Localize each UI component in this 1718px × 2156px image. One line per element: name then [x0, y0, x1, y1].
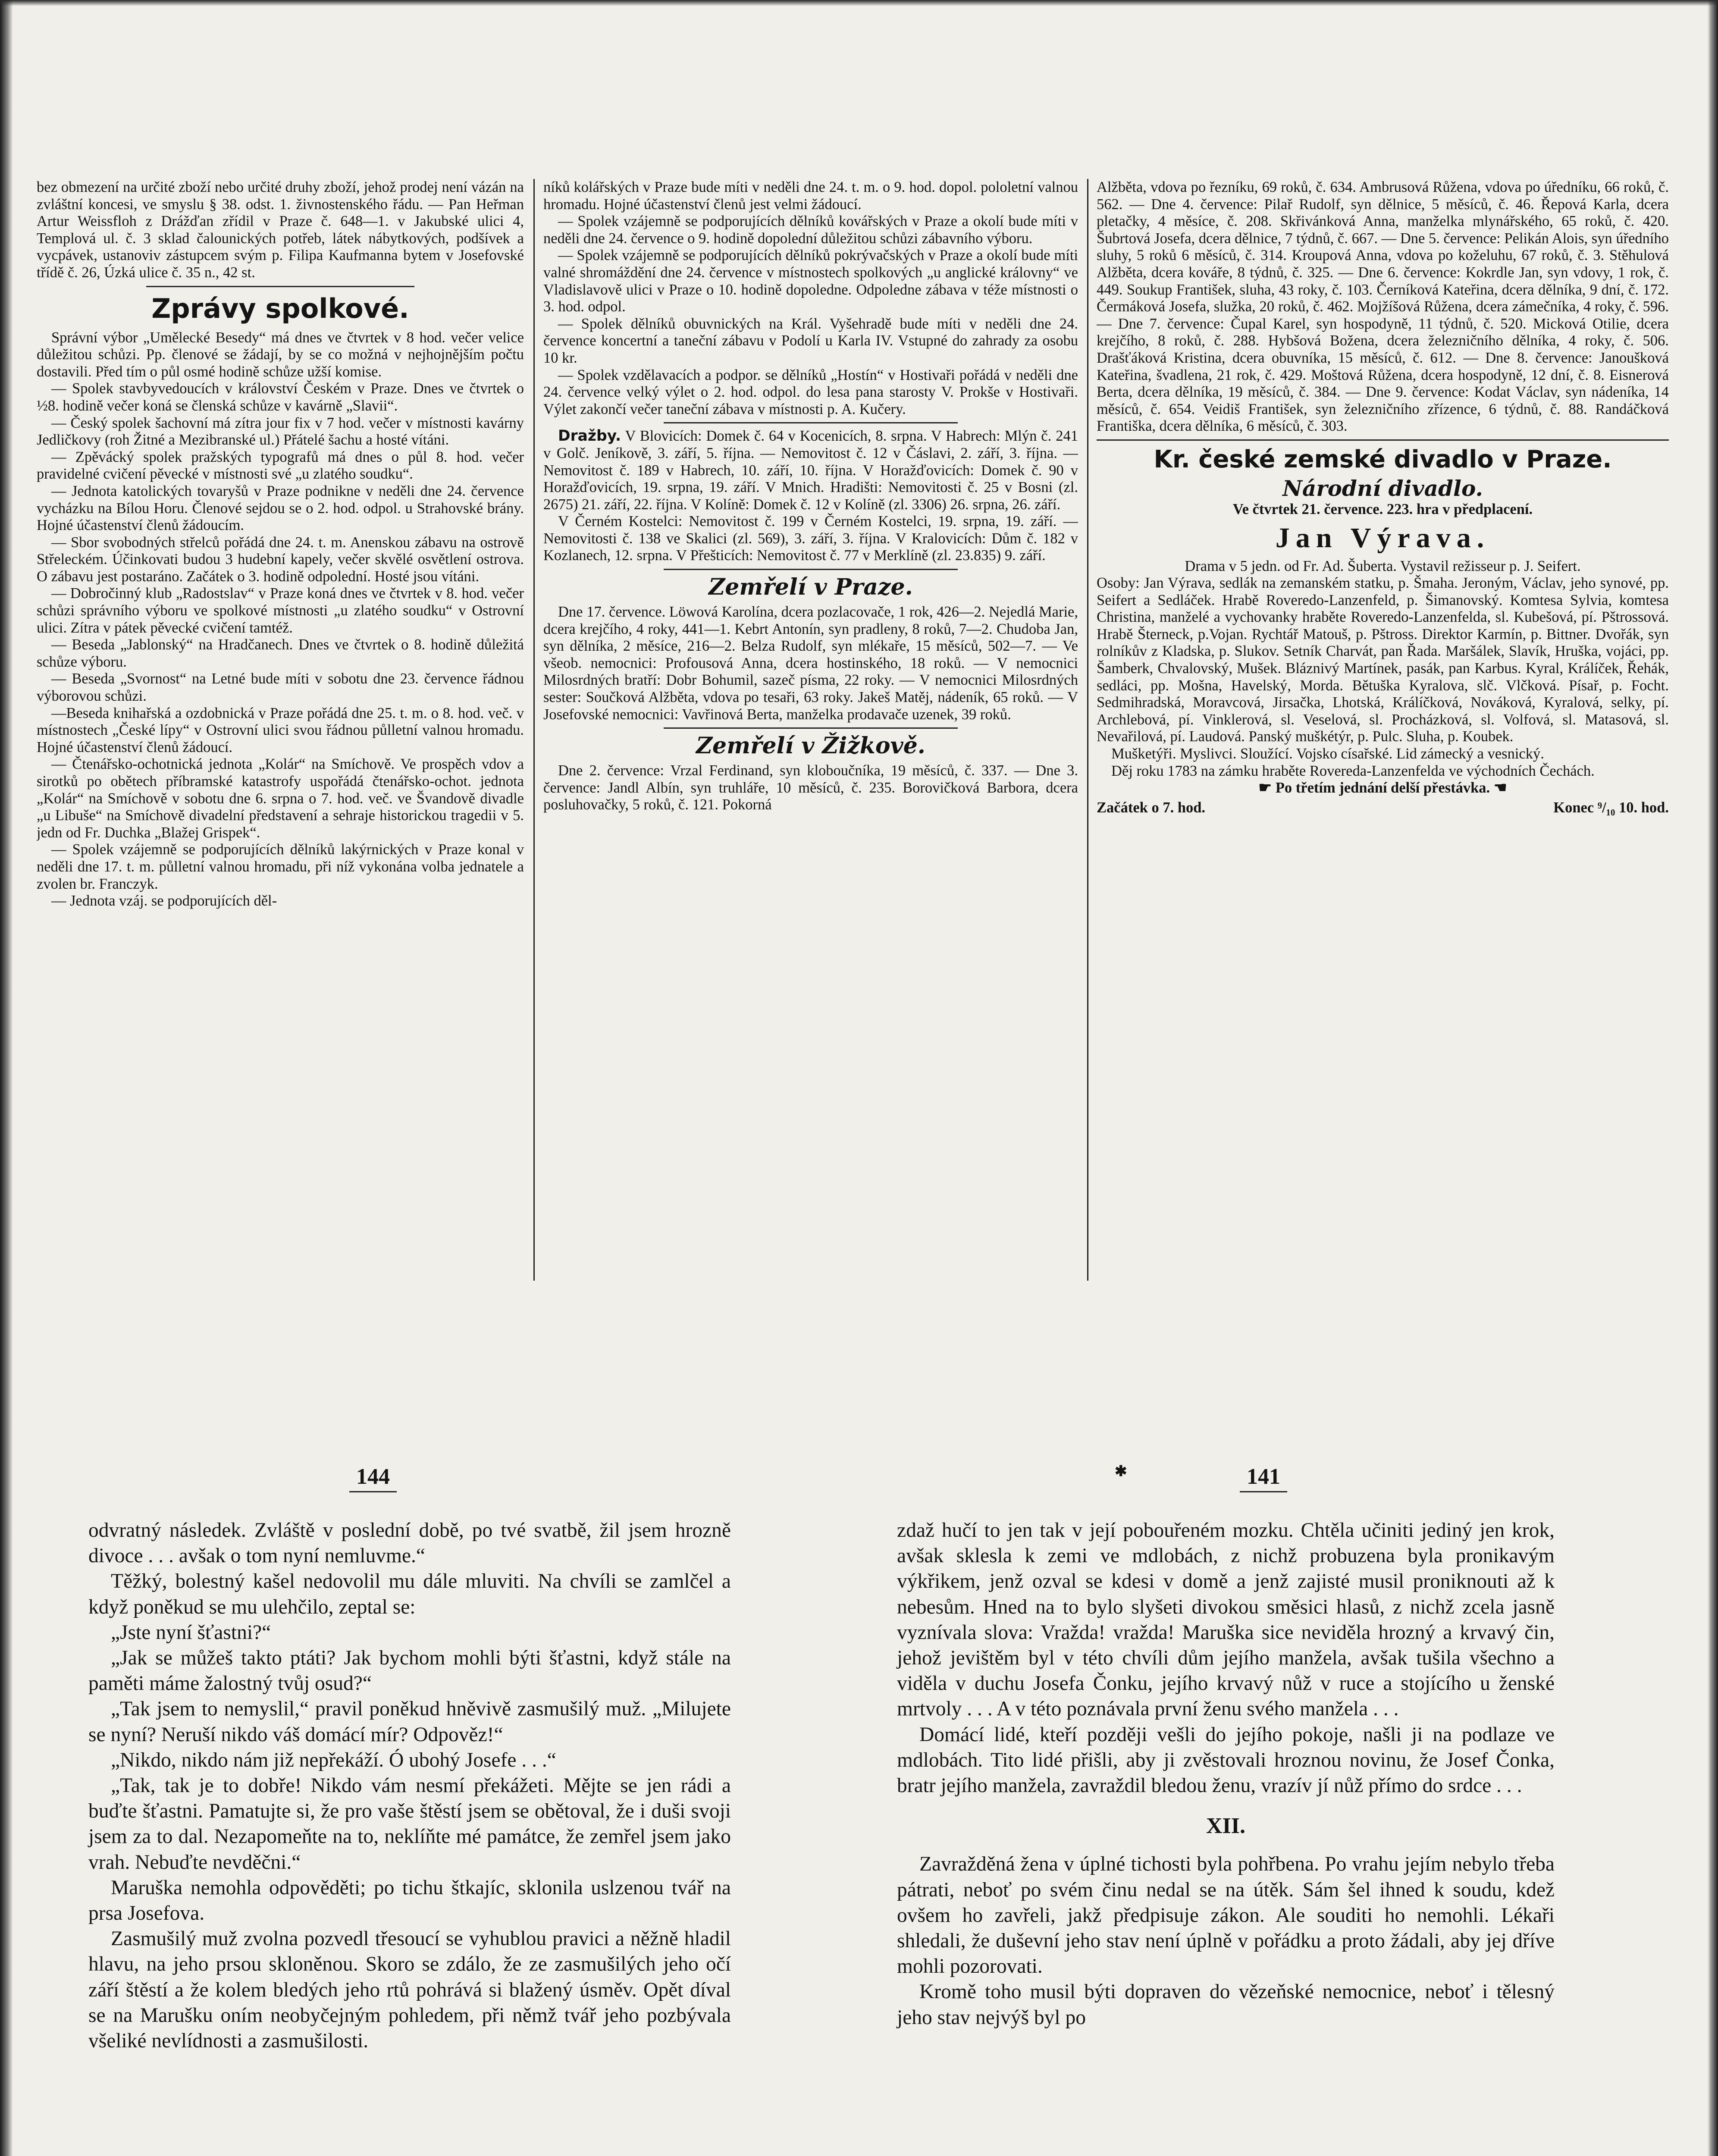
pointing-hand-icon: ☚ [1490, 780, 1507, 796]
play-setting: Děj roku 1783 na zámku hraběte Roveredа-Lanzenfelda ve východních Čechách. [1111, 762, 1595, 779]
section-heading-spolkove: Zprávy spolkové. [151, 292, 409, 324]
divider [664, 422, 958, 423]
club-notice: — Sbor svobodných střelců pořádá dne 24. t. m. Anenskou zábavu na ostrově Střeleckém. Účinkovati budou 3 hudební kapely, večer skvělé osvětlení ostrova. O zábavu jest postaráno. Začátek o 3. hodině odpolední. Hosté jsou vítáni. [37, 534, 524, 585]
time-info [1097, 799, 1669, 817]
column-rule [533, 179, 535, 1281]
news-column-3 [1097, 179, 1669, 1281]
scan-edge-top [0, 0, 1718, 6]
auctions-text: V Blovicích: Domek č. 64 v Kocenicích, 8. srpna. V Habrech: Mlýn č. 241 v Golč. Jeníkově, 3. září, 5. října. — Nemovitost č. 12 v Čáslavi, 2. září, 3. října. — Nemovitost č. 189 v Habrech, 10. září, 10. října. V Horažďovicích: Domek č. 90 v Horažďovicích, 19. srpna, 19. září. V Mnich. Hradišti: Nemovitosti č. 25 v Bosni (zl. 2675) 21. září, 22. října. V Kolíně: Domek č. 12 v Kolíně (zl. 3306) 26. srpna, 26. září. [543, 428, 1078, 513]
start-time: Začátek o 7. hod. [1097, 799, 1206, 816]
deaths-continued: Alžběta, vdova po řezníku, 69 roků, č. 634. Ambrusová Růžena, vdova po úředníku, 66 roků, č. 562. — Dne 4. července: Pilař Rudolf, syn dělnice, 5 měsíců, č. 46. Řepová Karla, dcera pletačky, 4 měsíce, č. 208. Skřivánková Anna, manželka mlynářského, 65 roků, č. 420. Šubrtová Josefa, dcera dělnice, 7 týdnů, č. 667. — Dne 5. července: Pelikán Alois, syn úředního sluhy, 5 roků 6 měsíců, č. 314. Kroupová Anna, vdova po koželuhu, 67 roků, č. 3. Stěhulová Alžběta, dcera kováře, 8 týdnů, č. 325. — Dne 6. července: Kokrdle Jan, syn vdovy, 1 rok, č. 449. Soukup František, sluha, 43 roky, č. 103. Černíková Kateřina, dcera dělníka, 9 dní, č. 172. Čermáková Josefa, služka, 20 roků, č. 462. Mojžíšová Růžena, dcera zámečníka, 4 roky, č. 596. — Dne 7. července: Čupal Karel, syn hospodyně, 11 týdnů, č. 520. Micková Otilie, dcera krejčího, 8 roků, č. 288. Hybšová Božena, dcera železničního dělníka, 4 roky, č. 506. Drašťáková Kristina, dcera obuvníka, 15 měsíců, č. 612. — Dne 8. července: Janoušková Kateřina, švadlena, 21 rok, č. 429. Moštová Růžena, dcera hospodyně, 12 dní, č. 8. Eisnerová Berta, dcera dělníka, 19 měsíců, č. 384. — Dne 9. července: Kodat Václav, syn nádeníka, 14 měsíců, č. 654. Veidiš František, syn železničního zřízence, 6 týdnů, č. 88. Randáčková Františka, dcera dělníka, 6 měsíců, č. 303. [1097, 179, 1669, 435]
cast-list-extras: Mušketýři. Myslivci. Sloužící. Vojsko císařské. Lid zámecký a vesnický. [1111, 746, 1544, 762]
club-notice: — Dobročinný klub „Radostslav“ v Praze koná dnes ve čtvrtek v 8. hod. večer schůzi správního výboru ve spolkové místnosti „u zlatého soudku“ v Ostrovní ulici. Zítra v pátek pěvecké cvičení tamtéž. [37, 585, 524, 636]
performance-info: Ve čtvrtek 21. července. 223. hra v předplacení. [1232, 501, 1533, 517]
club-notice: — Beseda „Svornost“ na Letné bude míti v sobotu dne 23. července řádnou výborovou schůzi. [37, 671, 524, 705]
club-notice: — Zpěvácký spolek pražských typografů má dnes o půl 8. hod. večer pravidelné cvičení pěvecké v místnosti své „u zlatého soudku“. [37, 448, 524, 483]
scan-edge-right [1708, 0, 1718, 2156]
theatre-title: Kr. české zemské divadlo v Praze. [1154, 445, 1612, 473]
page-number-left: 144 [349, 1464, 397, 1492]
auctions-notice-2: V Černém Kostelci: Nemovitost č. 199 v Černém Kostelci, 19. srpna, 19. září. — Nemovitosti č. 138 ve Skalici (zl. 569), 3. září, 3. října. V Kralovicích: Dům č. 182 v Kozlanech, 12. srpna. V Přešticích: Nemovitost č. 77 v Merklíně (zl. 23.835) 9. září. [543, 513, 1078, 564]
club-notice: Správní výbor „Umělecké Besedy“ má dnes ve čtvrtek v 8 hod. večer velice důležitou schůzi. Pp. členové se žádají, by se co možná v nejhojnějším počtu dostavili. Před tím o půl osmé hodině schůze užší komise. [37, 329, 524, 380]
divider [146, 286, 414, 287]
cast-list: Osoby: Jan Výrava, sedlák na zemanském statku, p. Šmaha. Jeroným, Václav, jeho synové, pp. Seifert a Sedláček. Hrabě Roveredo-Lanzenfeld, p. Šimanovský. Komtesa Sylvia, komtesa Christina, manželé a vychovanky hraběte Roveredo-Lanzenfelda, sl. Kubešová, pí. Pštrossová. Hrabě Šterneck, p.Vojan. Rychtář Matouš, p. Pštross. Direktor Karmín, p. Bittner. Dvořák, syn rolníkův z Kladska, p. Slukov. Setník Charvát, pan Řada. Maršálek, Slavík, Hruška, vojáci, pp. Šamberk, Chvalovský, Mušek. Bláznivý Martínek, pasák, pan Karbus. Kyral, Králíček, Řehák, sedláci, pp. Mošna, Havelský, Morda. Bětuška Kyralova, slč. Vlčková. Písař, p. Focht. Sedmihradská, Moravcová, Jirsačka, Lhotská, Králíčková, Nováková, Kyralová, selky, pí. Archlebová, pí. Vinklerová, sl. Veselová, sl. Procházková, sl. Volfová, sl. Matasová, sl. Nevařilová, pí. Laudová. Panský muškétýr, p. Pulc. Sluha, p. Koubek. [1097, 575, 1669, 745]
book-page-right [897, 1518, 1555, 2031]
book-paragraph: „Tak jsem to nemyslil,“ pravil poněkud hněvivě zasmušilý muž. „Milujete se nyní? Neruší nikdo váš domácí mír? Odpověz!“ [88, 1698, 731, 1746]
book-paragraph: zdaž hučí to jen tak v její pobouřeném mozku. Chtěla učiniti jediný jen krok, avšak sklesla k zemi ve mdlobách, z nichž probuzena byla pronikavým výkřikem, jenž ozval se kdesi v domě a jenž zajisté musil proniknouti až k nebesům. Hned na to bylo slyšeti divokou směsici hlasů, z nichž zcela jasně vyznívala slova: Vražda! vražda! Maruška sice neviděla hrozný a krvavý čin, jehož jevištěm byl v této chvíli dům jejího manžela, avšak tušila všechno a viděla v duchu Josefa Čonku, jejího krvavý nůž v ruce a stojícího u ženské mrtvoly . . . A v této poznávala první ženu svého manžela . . . [897, 1519, 1555, 1720]
deaths-praha: Dne 17. července. Löwová Karolína, dcera pozlacovače, 1 rok, 426—2. Nejedlá Marie, dcera krejčího, 4 roky, 441—1. Kebrt Antonín, syn pradleny, 8 roků, 7—2. Chudoba Jan, syn dělníka, 2 měsíce, 216—2. Belza Rudolf, syn mlékaře, 15 měsíců, 502—7. — Ve všeob. nemocnici: Profousová Anna, dcera hostinského, 18 roků. — V nemocnici Milosrdných bratří: Dobr Bohumil, sazeč písma, 22 roky. — V nemocnici Milosrdných sester: Součková Alžběta, vdova po tesaři, 63 roky. Jakeš Matěj, nádeník, 65 roků. — V Josefovské nemocnici: Vavřinová Berta, manželka prodavače uzenek, 39 roků. [543, 604, 1078, 723]
pointing-hand-icon: ☛ [1258, 780, 1276, 796]
newspaper-section [37, 179, 1669, 1281]
book-paragraph: Zasmušilý muž zvolna pozvedl třesoucí se vyhublou pravici a něžně hladil hlavu, na jeho prsou skloněnou. Skoro se zdálo, že ze zasmušilých jeho očí září štěstí a že kolem bledých jeho rtů pohrává si blažený úsměv. Opět díval se na Marušku oním neobyčejným pohledem, při němž tvář jeho pozbývala všeliké nevlídnosti a zasmušilosti. [88, 1927, 731, 2053]
club-notice: — Jednota katolických tovaryšů v Praze podniknе v neděli dne 24. července vycházku na Bílou Horu. Členové sejdou se o 2. hod. odpol. u Strahovské brány. Hojné účastenství členů žádoucím. [37, 483, 524, 534]
book-paragraph: Maruška nemohla odpověděti; po tichu štkajíc, sklonila uslzenou tvář na prsa Josefova. [88, 1876, 731, 1925]
book-paragraph: odvratný následek. Zvláště v poslední době, po tvé svatbě, žil jsem hrozně divoce . . . avšak o tom nyní nemluvme.“ [88, 1519, 731, 1567]
scan-edge-left [0, 0, 13, 2156]
theatre-subtitle: Národní divadlo. [1282, 475, 1483, 501]
intermission-text: Po třetím jednání delší přestávka. [1275, 780, 1490, 796]
book-paragraph: „Jste nyní šťastni?“ [111, 1621, 271, 1644]
divider [1097, 439, 1669, 441]
auctions-notice [543, 428, 1078, 513]
book-paragraph: „Jak se můžeš takto ptáti? Jak bychom mohli býti šťastni, když stále na paměti máme žalostný tvůj osud?“ [88, 1647, 731, 1695]
trade-notice: bez obmezení na určité zboží nebo určité druhy zboží, jehož prodej není vázán na zvláštní koncesi, ve smyslu § 38. odst. 1. živnostenského řádu. — Pan Heřman Artur Weissfloh z Drážďan zřídil v Praze č. 648—1. v Jakubské ulici 4, Templová ul. č. 3 sklad čalounických potřeb, látek nábytkových, podšívek a vycpávek, ustanoviv zástupcem svým p. Filipa Kaufmanna bytem v Josefovské třídě č. 26, Úzká ulice č. 35 n., 42 st. [37, 179, 524, 281]
news-column-2 [543, 179, 1078, 1281]
end-time: Konec ⁹/₁₀ 10. hod. [1553, 799, 1669, 816]
intermission-note [1097, 780, 1669, 797]
club-notice: — Čtenářsko-ochotnická jednota „Kolár“ na Smíchově. Ve prospěch vdov a sirotků po obětech příbramské katastrofy uspořádá čtenářsko-ochot. jednota „Kolár“ na Smíchově v sobotu dne 6. srpna o 7. hod. več. ve Švandově divadle „u Libuše“ na Smíchově divadelní představení a sehraje historickou tragedii v 5. jedn od Fr. Duchka „Blažej Grispek“. [37, 756, 524, 841]
news-column-1 [37, 179, 524, 1281]
book-paragraph: „Nikdo, nikdo nám již nepřekáží. Ó ubohý Josefe . . .“ [111, 1749, 556, 1771]
book-paragraph: „Tak, tak je to dobře! Nikdo vám nesmí překážeti. Mějte se jen rádi a buďte šťastni. Pamatujte si, že pro vaše štěstí jsem se obětoval, že i duši svoji jsem za to dal. Nezapomeňte na to, neklíňte mé památce, že zemřel jsem jako vrah. Nebuďte nevděčni.“ [88, 1774, 731, 1874]
divider [664, 727, 958, 729]
section-heading-zizkov: Zemřelí v Žižkově. [696, 733, 925, 759]
divider [664, 569, 958, 570]
book-paragraph: Zavražděná žena v úplné tichosti byla pohřbena. Po vrahu jejím nebylo třeba pátrati, neboť po svém činu nedal se na útěk. Sám šel ihned k soudu, kdež ovšem ho zavřeli, jakž předpisuje zákon. Ale souditi ho nemohli. Lékaři shledali, že duševní jeho stav není úplně v pořádku a proto žádali, aby jej dříve mohli pozorovati. [897, 1853, 1555, 1978]
book-paragraph: Těžký, bolestný kašel nedovolil mu dále mluviti. Na chvíli se zamlčel a když poněkud se mu ulehčilo, zeptal se: [88, 1570, 731, 1618]
page-number-right: 141 [1240, 1464, 1287, 1492]
chapter-heading: XII. [1206, 1814, 1246, 1839]
play-title: Jan Výrava. [1275, 522, 1490, 554]
club-notice: — Spolek vzájemně se podporujících dělníků lakýrnických v Praze konal v neděli dne 17. t. m. půlletní valnou hromadu, při níž vykonána volba jednatele a zvolen br. Franczyk. [37, 841, 524, 892]
club-notice: — Jednota vzáj. se podporujících děl- [51, 893, 277, 909]
book-paragraph: Domácí lidé, kteří později vešli do jejího pokoje, našli ji na podlaze ve mdlobách. Tito lidé přišli, aby ji zvěstovali hroznou novinu, že Josef Čonka, bratr jejího manžela, zavraždil bledou ženu, vrazív jí nůž přímo do srdce . . . [897, 1723, 1555, 1797]
book-paragraph: Kromě toho musil býti dopraven do vězeňské nemocnice, neboť i tělesný jeho stav nejvýš byl po [897, 1981, 1555, 2029]
column-rule [1087, 179, 1088, 1281]
club-notice: níků kolářských v Praze bude míti v neděli dne 24. t. m. o 9. hod. dopol. pololetní valnou hromadu. Hojné účastenství členů jest velmi žádoucí. [543, 179, 1078, 213]
club-notice: — Český spolek šachovní má zítra jour fix v 7 hod. večer v místnosti kavárny Jedličkovy (roh Žitné a Mezibranské ul.) Přátelé šachu a hosté vítáni. [37, 414, 524, 448]
printer-mark: ✱ [1115, 1463, 1127, 1479]
club-notice: — Spolek dělníků obuvnických na Král. Vyšehradě bude míti v neděli dne 24. července koncertní a taneční zábavu v Podolí u Karla IV. Vstupné do zahrady za osobu 10 kr. [543, 315, 1078, 366]
auctions-label: Dražby. [558, 427, 621, 445]
club-notice: — Spolek vzdělavacích a podpor. se dělníků „Hostín“ v Hostivaři pořádá v neděli dne 24. července velký výlet o 2. hod. odpol. do lesa pana starosty V. Prokše v Hostivaři. Výlet zakončí večer taneční zábava v místnosti p. A. Kučery. [543, 367, 1078, 417]
club-notice: —Beseda knihařská a ozdobnická v Praze pořádá dne 25. t. m. o 8. hod. več. v místnostech „České lípy“ v Ostrovní ulici svou řádnou půlletní valnou hromadu. Hojné účastenství členů žádoucí. [37, 705, 524, 755]
section-heading-praha: Zemřelí v Praze. [709, 574, 913, 601]
club-notice: — Spolek vzájemně se podporujících dělníků kovářských v Praze a okolí bude míti v neděli dne 24. července o 9. hodině dopolední důležitou schůzi zábavního výboru. [543, 213, 1078, 247]
club-notice: — Spolek vzájemně se podporujících dělníků pokrývačských v Praze a okolí bude míti valné shromáždění dne 24. července v místnostech spolkových „u anglické královny“ ve Vladislavově ulici v Praze o 10. hodině dopoledne. Odpoledne zábava v téže místnosti o 3. hod. odpol. [543, 247, 1078, 315]
club-notice: — Beseda „Jablonský“ na Hradčanech. Dnes ve čtvrtek o 8. hodině důležitá schůze výboru. [37, 636, 524, 670]
deaths-zizkov: Dne 2. července: Vrzal Ferdinand, syn kloboučníka, 19 měsíců, č. 337. — Dne 3. července: Jandl Albín, syn truhláře, 10 měsíců, č. 235. Borovičková Barbora, dcera posluhovačky, 5 roků, č. 121. Pokorná [543, 762, 1078, 813]
club-notice: — Spolek stavbyvedoucích v království Českém v Praze. Dnes ve čtvrtek o ½8. hodině večer koná se členská schůze v kavárně „Slavii“. [37, 380, 524, 414]
book-page-left [88, 1518, 731, 2054]
play-subtitle: Drama v 5 jedn. od Fr. Ad. Šuberta. Vystavil režisseur p. J. Seifert. [1185, 558, 1581, 574]
